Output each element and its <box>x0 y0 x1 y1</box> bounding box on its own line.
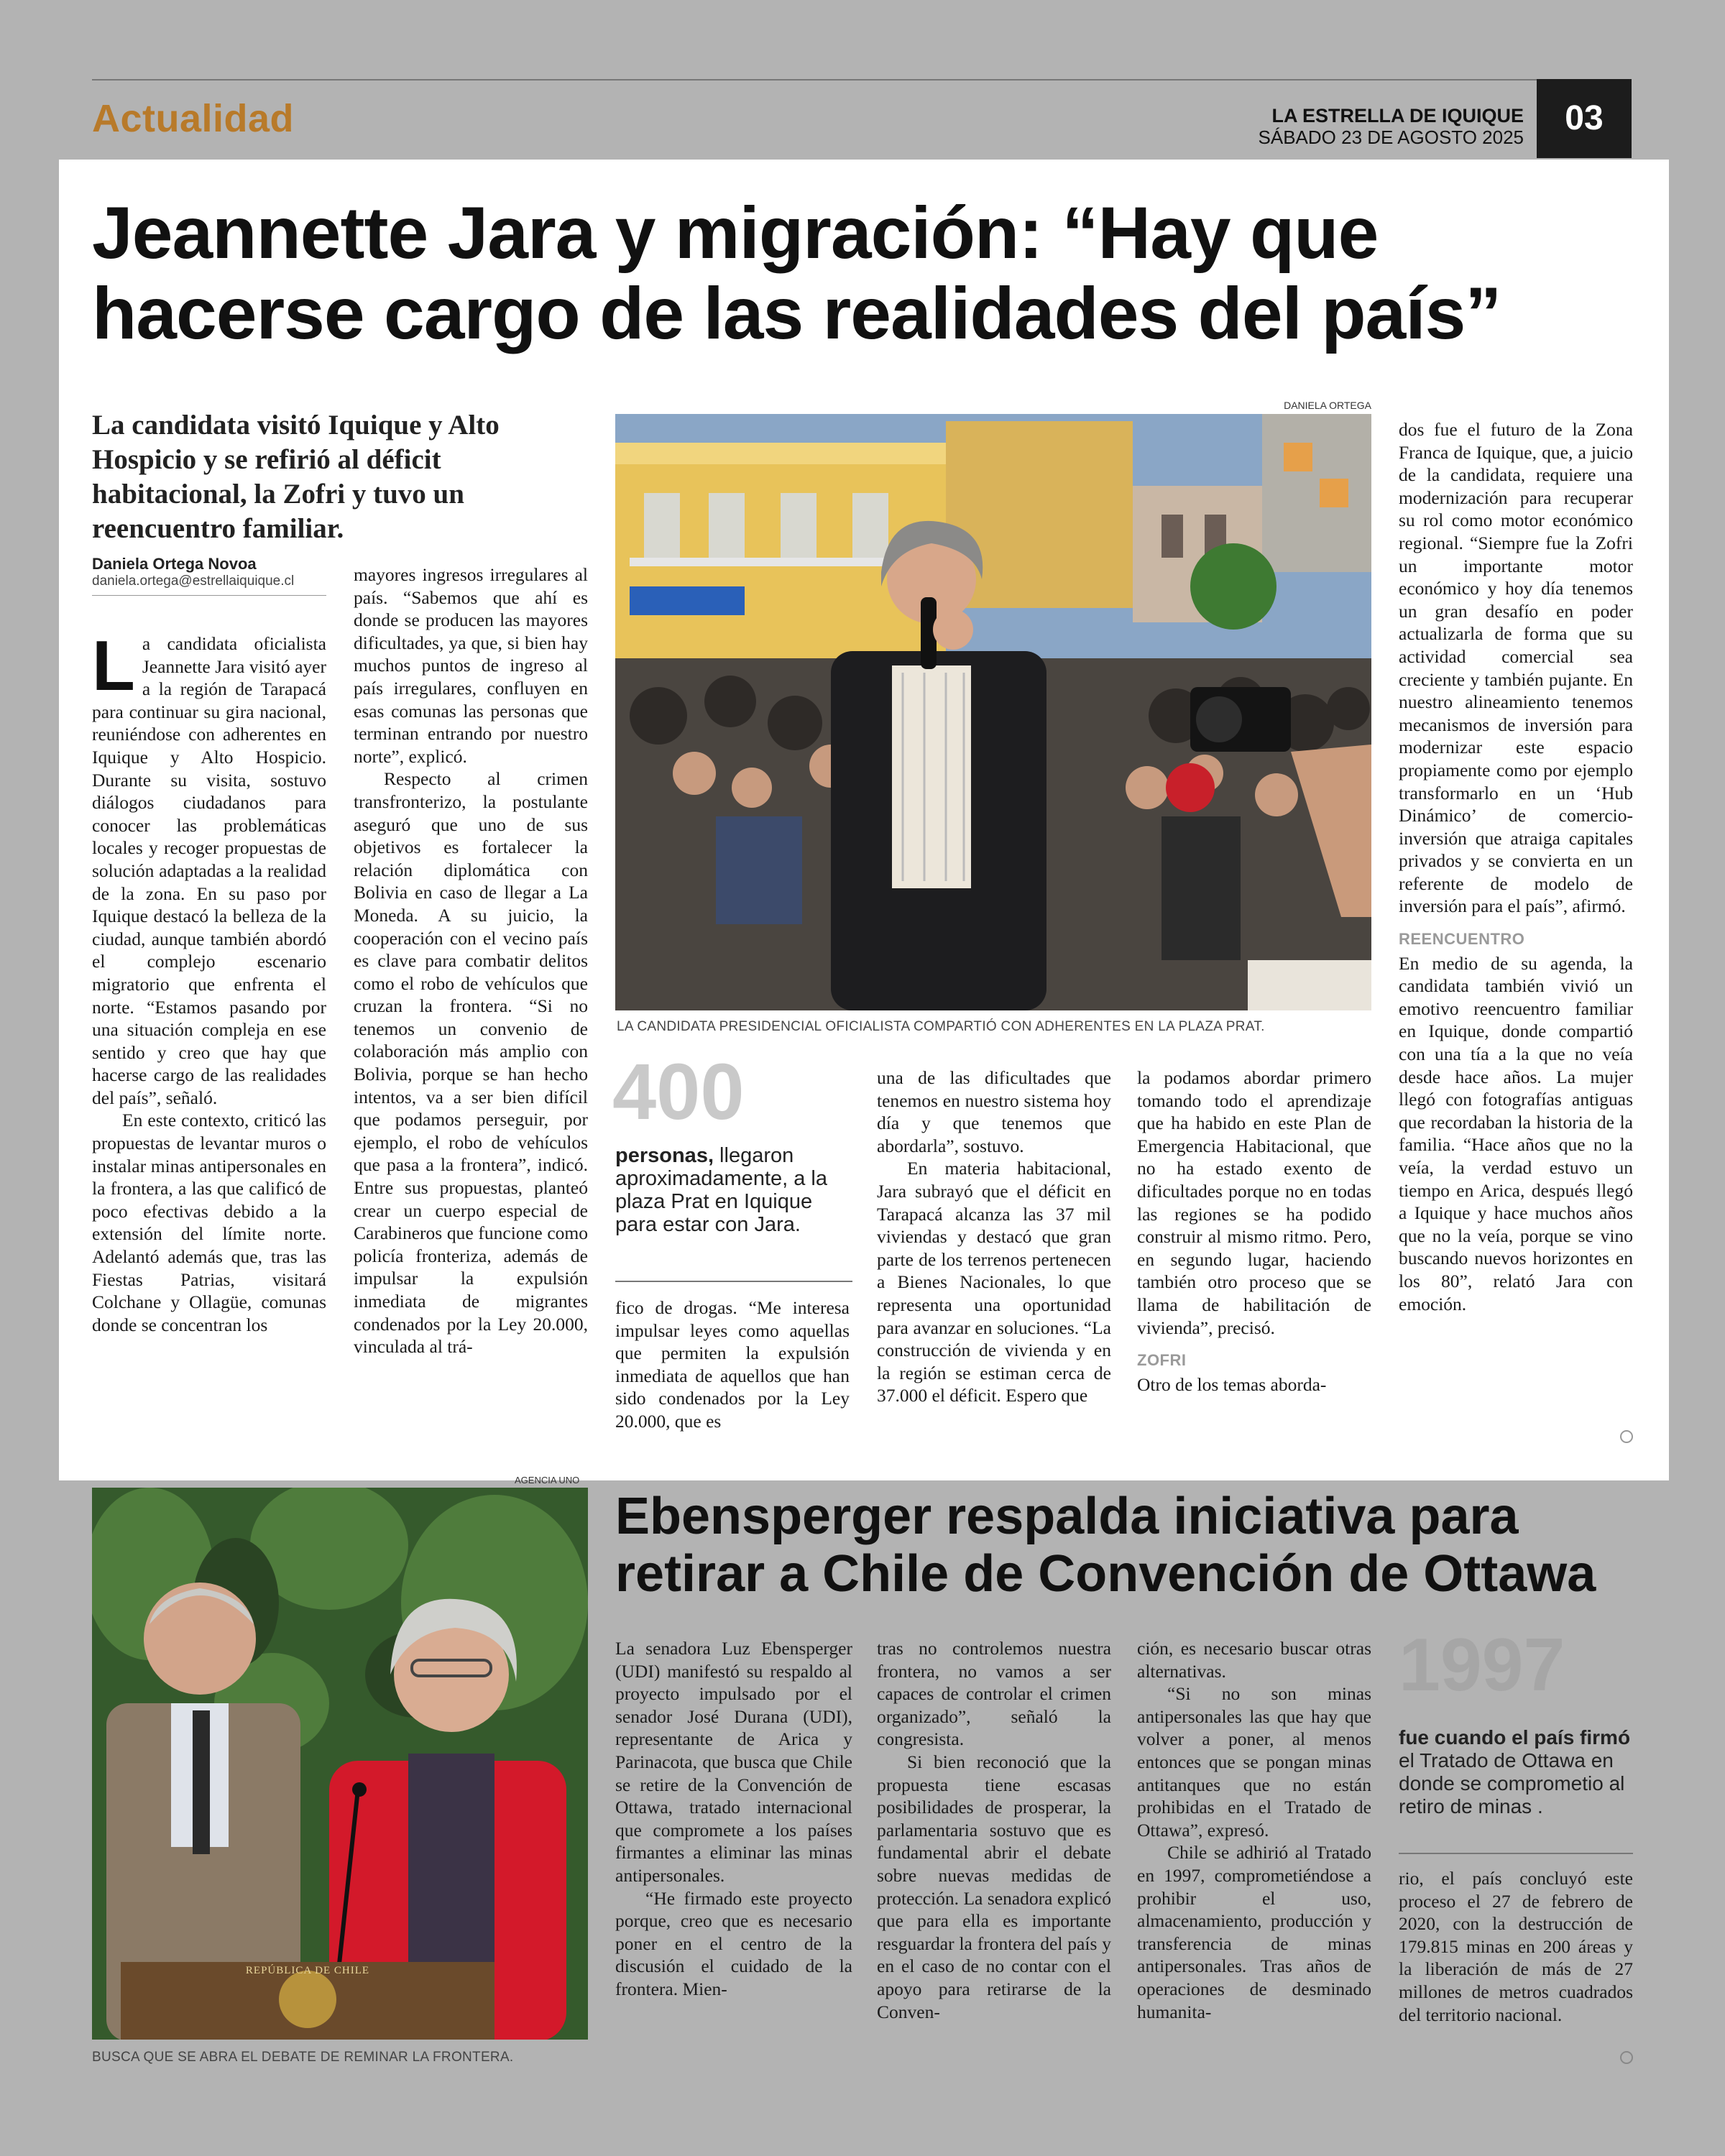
podium-text: REPÚBLICA DE CHILE <box>245 1965 370 1976</box>
article1-column-6 <box>1399 418 1633 1315</box>
stat-1997-bold: fue cuando el país firmó <box>1399 1726 1631 1749</box>
article1-headline-line1: Jeannette Jara y migración: “Hay que <box>92 192 1379 274</box>
photo-caption: LA CANDIDATA PRESIDENCIAL OFICIALISTA COMPARTIÓ CON ADHERENTES EN LA PLAZA PRAT. <box>617 1019 1265 1034</box>
article1-col3-p1: fico de drogas. “Me interesa impulsar leyes como aquellas que permiten la expulsión inmediata de aquellos que han sido condenados por la Ley 20.000, que es <box>615 1297 850 1432</box>
article1-column-2 <box>354 563 588 1358</box>
article1-col6-p2: En medio de su agenda, la candidata también vivió un emotivo reencuentro familiar en Iquique, donde compartió con una tía a la que no veía desde hace años. La mujer llegó con fotografías antiguas que recordaban la historia de la familia. “Hace años que no la veía, la verdad estuvo un tiempo en Arica, después llegó a Iquique y hace muchos años que no la veía, porque se vino buscando nuevos horizontes en los 80”, relató Jara con emoción. <box>1399 952 1633 1314</box>
issue-date: SÁBADO 23 DE AGOSTO 2025 <box>1258 126 1524 148</box>
article1-col2-p2: Respecto al crimen transfronterizo, la postulante aseguró que uno de sus objetivos es fortalecer la relación diplomática con Bolivia en caso de llegar a La Moneda. A su juicio, la cooperación con el vecino país es clave para combatir delitos como el robo de vehículos que cruzan la frontera. “Si no tenemos un convenio de colaboración más amplio con Bolivia, porque se han hecho intentos, va a ser bien difícil que podamos perseguir, por ejemplo, el robo de vehículos que pasa a la frontera”, indicó. Entre sus propuestas, planteó crear un cuerpo especial de Carabineros que funcione como policía fronteriza, además de impulsar la expulsión inmediata de migrantes condenados por la Ley 20.000, vinculada al trá- <box>354 768 588 1358</box>
article2-col3-p3: Chile se adhirió al Tratado en 1997, comprometiéndose a prohibir el uso, almacenamiento, producción y transferencia de minas antipersonales. Tras años de operaciones de desminado humanita- <box>1137 1842 1371 2022</box>
stat-400: 400 <box>612 1048 745 1136</box>
article2-col4-p1: rio, el país concluyó este proceso el 27 de febrero de 2020, con la destrucción de 179.815 minas en 200 áreas y la liberación de más de 27 millones de metros cuadrados del territorio nacional. <box>1399 1868 1633 2025</box>
paper-name: LA ESTRELLA DE IQUIQUE <box>1271 105 1524 126</box>
page-number: 03 <box>1537 79 1632 158</box>
article1-col5-p2: Otro de los temas aborda- <box>1137 1373 1327 1395</box>
article1-col2-p1: mayores ingresos irregulares al país. “Sabemos que ahí es donde se producen las mayores dificultades, ya que, si bien hay muchos puntos de ingreso al país irregulares, confluyen en esas comunas las personas que terminan entrando por nuestro norte”, explicó. <box>354 564 588 767</box>
article2-column-1 <box>615 1637 852 2001</box>
senators-photo <box>92 1488 588 2040</box>
article1-col4-p1: una de las dificultades que tenemos en nuestro sistema hoy día y que tenemos que abordarla”, sostuvo. <box>877 1067 1111 1156</box>
stat-divider <box>615 1281 852 1282</box>
article2-column-2 <box>877 1637 1111 2023</box>
article2-headline-line2: retirar a Chile de Convención de Ottawa <box>615 1545 1596 1603</box>
byline-email: daniela.ortega@estrellaiquique.cl <box>92 573 295 589</box>
stat-400-bold: personas, <box>615 1144 714 1167</box>
subhead-reencuentro: REENCUENTRO <box>1399 930 1525 949</box>
section-label: Actualidad <box>92 97 295 140</box>
article2-col2-p2: Si bien reconoció que la propuesta tiene escasas posibilidades de prosperar, la parlamentaria sostuvo que es fundamental abrir el debate sobre nuevas medidas de protección. La senadora explicó que para ella es importante resguardar la frontera del país y en el caso de no contar con el apoyo para retirarse de la Conven- <box>877 1751 1111 2022</box>
article1-headline-line2: hacerse cargo de las realidades del país” <box>92 272 1501 354</box>
article2-end-icon <box>1620 2051 1633 2064</box>
article2-column-4 <box>1399 1867 1633 2026</box>
article1-col5-p1: la podamos abordar primero tomando todo el aprendizaje que ha habido en este Plan de Emergencia Habitacional, que no ha estado exento de dificultades porque no en todas las regiones se ha podido construir al mismo ritmo. Pero, en segundo lugar, haciendo también otro proceso que se llama de habilitación de vivienda”, precisó. <box>1137 1067 1371 1338</box>
article2-headline-line1: Ebensperger respalda iniciativa para <box>615 1488 1519 1545</box>
stat-1997-divider <box>1399 1853 1633 1854</box>
photo-credit: DANIELA ORTEGA <box>1284 400 1371 411</box>
subhead-zofri: ZOFRI <box>1137 1351 1187 1370</box>
article1-col6-p1: dos fue el futuro de la Zona Franca de Iquique, que, a juicio de la candidata, requiere una modernización para recuperar su rol como motor económico regional. “Siempre fue la Zofri un importante motor económico y hoy día tenemos un gran desafío en poder actualizarla de forma que su actividad comercial sea creciente y también pujante. En nuestro alineamiento tenemos mecanismos de inversión para modernizar este espacio propiamente como por ejemplo transformarlo en un ‘Hub Dinámico’ de comercio-inversión que atraiga capitales privados y se convierta en un referente de modelo de inversión para el país”, afirmó. <box>1399 419 1633 917</box>
article2-column-3 <box>1137 1637 1371 2023</box>
article2-col3-p1: ción, es necesario buscar otras alternativas. <box>1137 1638 1371 1682</box>
photo2-credit: AGENCIA UNO <box>515 1475 580 1485</box>
byline: Daniela Ortega Novoa <box>92 555 257 573</box>
article1-column-5 <box>1137 1067 1371 1396</box>
top-rule <box>92 79 1632 80</box>
article-end-icon <box>1620 1430 1633 1443</box>
article1-headline <box>92 193 1644 354</box>
article1-deck: La candidata visitó Iquique y Alto Hospicio y se refirió al déficit habitacional, la Zofri y tuvo un reencuentro familiar. <box>92 410 500 544</box>
article2-col2-p1: tras no controlemos nuestra frontera, no vamos a ser capaces de controlar el crimen organizado”, señaló la congresista. <box>877 1638 1111 1750</box>
article1-column-4 <box>877 1067 1111 1407</box>
article2-col1-p1: La senadora Luz Ebensperger (UDI) manifestó su respaldo al proyecto impulsado por el senador José Durana (UDI), representante de Arica y Parinacota, que busca que Chile se retire de la Convención de Ottawa, tratado internacional que compromete a los países firmantes a eliminar las minas antipersonales. <box>615 1638 852 1886</box>
stat-1997: 1997 <box>1399 1623 1565 1707</box>
article2-col3-p2: “Si no son minas antipersonales las que hay que volver a poner, al menos entonces que se pongan minas antitanques que no están prohibidas en el Tratado de Ottawa”, expresó. <box>1137 1683 1371 1841</box>
photo2-caption: BUSCA QUE SE ABRA EL DEBATE DE REMINAR LA FRONTERA. <box>92 2050 514 2065</box>
stat-1997-description <box>1399 1726 1636 1818</box>
article1-col1-p2: En este contexto, criticó las propuestas de levantar muros o instalar minas antipersonales en la frontera, a las que calificó de poco efectivas debido a la extensión del límite norte. Adelantó además que, tras las Fiestas Patrias, visitará Colchane y Ollagüe, comunas donde se concentran los <box>92 1110 326 1335</box>
stat-400-rest: llegaron aproximadamente, a la plaza Prat en Iquique para estar con Jara. <box>615 1144 827 1236</box>
article1-column-3 <box>615 1296 850 1433</box>
article2-col1-p2: “He firmado este proyecto porque, creo que es necesario poner en el centro de la discusión el cuidado de la frontera. Mien- <box>615 1887 852 1999</box>
candidate-rally-photo <box>615 414 1371 1010</box>
article1-col4-p2: En materia habitacional, Jara subrayó que el déficit en Tarapacá alcanza las 37 mil viviendas y destacó que gran parte de los terrenos pertenecen a Bienes Nacionales, lo que representa una oportunidad para avanzar en soluciones. “La construcción de vivienda y en la región se estiman cerca de 37.000 el déficit. Espero que <box>877 1158 1111 1406</box>
stat-400-description <box>615 1144 852 1236</box>
stat-1997-rest: el Tratado de Ottawa en donde se comprometio al retiro de minas . <box>1399 1749 1625 1818</box>
byline-divider <box>92 595 326 596</box>
article1-col1-p1: La candidata oficialista Jeannette Jara visitó ayer a la región de Tarapacá para continuar su gira nacional, reuniéndose con adherentes en Iquique y Alto Hospicio. Durante su visita, sostuvo diálogos ciudadanos para conocer las problemáticas locales y recoger propuestas de solución adaptadas a la realidad de la zona. En su paso por Iquique destacó la belleza de la ciudad, aunque también abordó el complejo escenario migratorio que enfrenta el norte. “Estamos pasando por una situación compleja en ese sentido y creo que hay que hacerse cargo de las realidades del país”, señaló. <box>92 626 326 1108</box>
article2-headline <box>615 1488 1636 1603</box>
article1-column-1 <box>92 626 326 1336</box>
